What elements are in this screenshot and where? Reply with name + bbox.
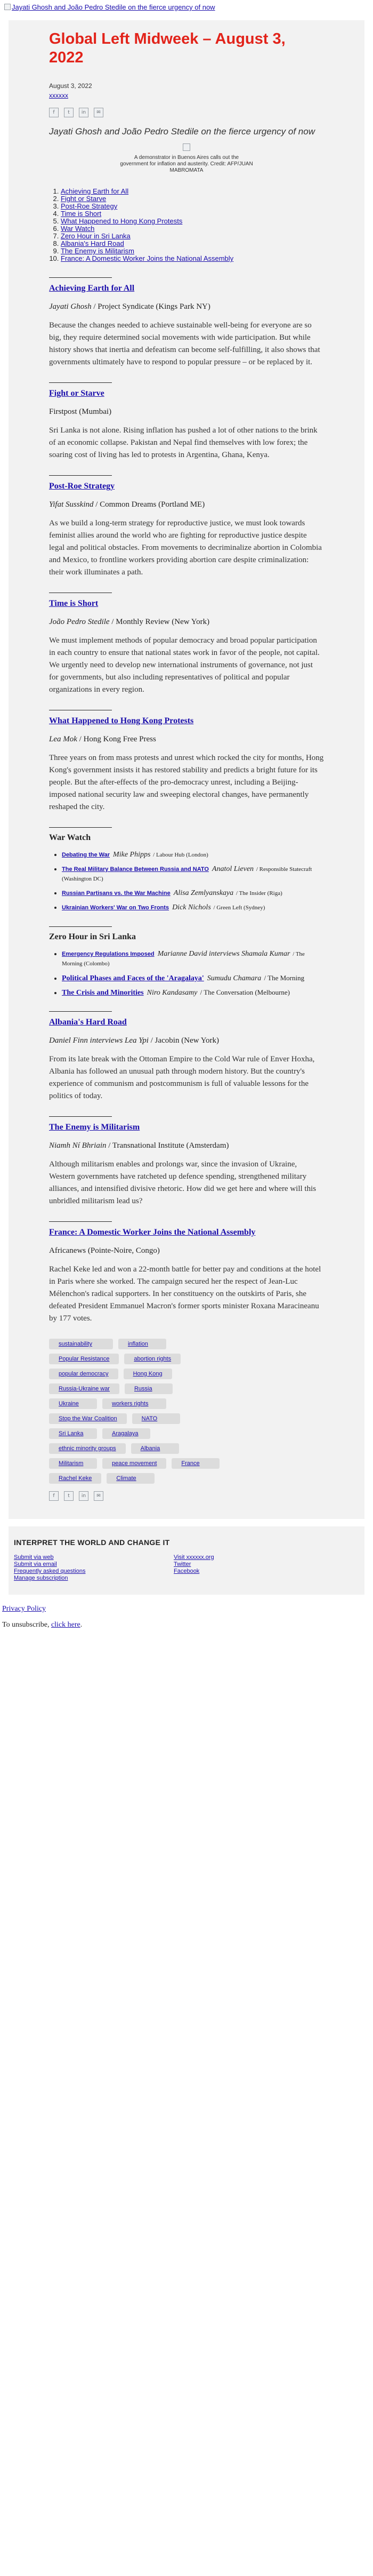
tag-button[interactable]: Hong Kong [124,1369,172,1379]
newsletter-body [9,20,364,1519]
footer-link[interactable]: Visit xxxxxx.org [174,1554,214,1561]
list-item [62,949,324,969]
article-title-roe[interactable]: Post-Roe Strategy [49,482,115,491]
section-divider [49,1221,112,1222]
toc-link[interactable]: Time is Short [61,210,102,218]
section-divider [49,475,112,476]
toc-item [61,210,324,218]
tag-button[interactable]: Popular Resistance [49,1354,119,1364]
article-summary: Sri Lanka is not alone. Rising inflation has pushed a lot of other nations to the brink of an economic collapse. Pakistan and Nepal find themselves with low forex; the soaring cost of living has led to protests in Argentina, Ghana, Kenya. [49,426,318,459]
toc-item [61,255,324,262]
toc-item [61,195,324,203]
article-byline [49,301,324,312]
toc-link[interactable]: Achieving Earth for All [61,187,129,195]
toc-link[interactable]: France: A Domestic Worker Joins the National Assembly [61,254,234,262]
list-item-source: / The Morning [262,974,305,982]
article-source: / Monthly Review (New York) [109,618,210,626]
list-item-source: / Responsible Statecraft (Washington DC) [62,866,312,882]
legal-footer [0,1595,373,1641]
article-author: Lea Mok [49,735,77,743]
list-item [62,903,324,913]
linkedin-icon[interactable]: in [79,108,88,117]
list-item [62,973,324,983]
tag-button[interactable]: Stop the War Coalition [49,1413,127,1424]
list-item-author: Dick Nichols [172,903,211,911]
list-item-author: Sumudu Chamara [207,974,262,982]
list-item-link[interactable]: The Real Military Balance Between Russia and NATO [62,866,209,873]
list-item-link[interactable]: Ukrainian Workers' War on Two Fronts [62,905,169,911]
list-item-author: Niro Kandasamy [147,989,198,997]
broken-image-icon [4,4,11,10]
section-divider [49,382,112,383]
twitter-icon[interactable]: t [64,108,74,117]
privacy-policy-link[interactable]: Privacy Policy [2,1605,46,1613]
article-author: Daniel Finn interviews Lea Ypi [49,1036,149,1045]
toc-link[interactable]: Albania's Hard Road [61,239,124,247]
section-heading-war-watch: War Watch [49,833,91,842]
list-item-link[interactable]: The Crisis and Minorities [62,989,144,997]
toc-link[interactable]: War Watch [61,225,95,233]
table-of-contents [49,188,324,262]
list-item-author: Anatol Lieven [212,865,254,873]
tag-button[interactable]: ethnic minority groups [49,1443,126,1454]
tag-button[interactable]: Sri Lanka [49,1428,97,1439]
list-item-author: Marianne David interviews Shamala Kumar [157,950,290,958]
share-row [49,108,324,117]
article-author: Jayati Ghosh [49,302,92,311]
unsubscribe-link[interactable]: click here [51,1621,80,1629]
tag-button[interactable]: workers rights [102,1398,166,1409]
tag-button[interactable]: Russia [125,1383,173,1394]
tag-button[interactable]: abortion rights [124,1354,181,1364]
article-title-albania[interactable]: Albania's Hard Road [49,1018,127,1027]
footer-title: INTERPRET THE WORLD AND CHANGE IT [14,1538,170,1547]
issue-link[interactable]: xxxxxx [49,92,68,99]
toc-item [61,188,324,195]
linkedin-icon[interactable]: in [79,1491,88,1501]
article-author: Niamh Ní Bhriain [49,1141,107,1150]
list-item-author: Mike Phipps [113,851,151,859]
footer-link[interactable]: Frequently asked questions [14,1568,86,1574]
tag-list [49,1339,225,1484]
bottom-share-row [49,1491,324,1501]
broken-image-icon [183,143,190,151]
article-summary: Rachel Keke led and won a 22-month battle for better pay and conditions at the hotel in Paris where she worked. The campaign secured her the respect of Jean-Luc Mélenchon's radical supporters. In her constituency on the outskirts of Paris, she defeated President Emmanuel Macron's former sports minister Roxana Maracineanu by 177 votes. [49,1265,321,1323]
toc-item [61,233,324,240]
article-author: Yifat Susskind [49,500,94,509]
article-byline [49,734,324,745]
issue-title: Global Left Midweek – August 3, 2022 [49,30,286,66]
footer [9,1526,364,1595]
list-item-source: / Green Left (Sydney) [212,905,265,911]
unsubscribe-text: To unsubscribe, [2,1621,51,1629]
article-summary: Because the changes needed to achieve sustainable well-being for everyone are so big, they require determined social movements with wide participation. But while history shows that inertia and defeatism can become self-fulfilling, it also shows that governments ultimately have to respond to popular pressure – or be replaced by it. [49,321,320,366]
toc-item [61,203,324,210]
figure-caption: A demonstrator in Buenos Aires calls out the government for inflation and austerity. Credit: AFP/JUAN MABROMATA [120,155,253,173]
tag-button[interactable]: Militarism [49,1458,97,1469]
lead-figure [49,143,324,174]
list-item [62,850,324,860]
article-source: / Transnational Institute (Amsterdam) [106,1141,229,1150]
footer-column-left [14,1554,174,1582]
article-title-earth[interactable]: Achieving Earth for All [49,284,135,293]
footer-link[interactable]: Submit via web [14,1554,54,1561]
facebook-icon[interactable]: f [49,108,59,117]
article-title-france[interactable]: France: A Domestic Worker Joins the National Assembly [49,1228,256,1237]
article-summary: Three years on from mass protests and unrest which rocked the city for months, Hong Kong's government insists it has restored stability and predicts a bright future for its people. But the after-effects of the pro-democracy unrest, including a Beijing-imposed national security law and sweeping electoral changes, have permanently reshaped the city. [49,754,324,811]
article-summary: We must implement methods of popular democracy and broad popular participation in each country to ensure that national states work in favor of the people, not capital. We urgently need to develop new international instruments of governance, not just for governments, but also including representatives of political and popular organizations in every region. [49,636,320,694]
article-source: Africanews (Pointe-Noire, Congo) [49,1246,160,1255]
article-title-starve[interactable]: Fight or Starve [49,389,104,398]
toc-link[interactable]: What Happened to Hong Kong Protests [61,217,183,225]
list-item [62,988,324,997]
unsubscribe-line [2,1619,371,1631]
tag-button[interactable]: Russia-Ukraine war [49,1383,119,1394]
toc-link[interactable]: Post-Roe Strategy [61,202,118,210]
toc-link[interactable]: Zero Hour in Sri Lanka [61,232,131,240]
article-source: / Jacobin (New York) [148,1036,220,1045]
email-icon[interactable]: ✉ [94,1491,103,1501]
tag-button[interactable]: NATO [132,1413,180,1424]
footer-columns [14,1554,359,1582]
tag-button[interactable]: popular democracy [49,1369,118,1379]
list-item-source: / The Insider (Riga) [234,890,282,897]
article-title-militarism[interactable]: The Enemy is Militarism [49,1123,140,1132]
tag-button[interactable]: sustainability [49,1339,113,1349]
section-divider [49,926,112,927]
section-heading-sri-lanka: Zero Hour in Sri Lanka [49,932,136,941]
article-summary: As we build a long-term strategy for reproductive justice, we must look towards feminist allies around the world who are fighting for reproductive justice despite legal and political obstacles. From movements to decriminalize abortion in Colombia and Mexico, to frontline workers providing abortion care despite criminalization: their work illuminates a path. [49,519,322,577]
toc-item [61,247,324,255]
toc-item [61,240,324,247]
footer-link[interactable]: Manage subscription [14,1575,68,1581]
article-title-hongkong[interactable]: What Happened to Hong Kong Protests [49,716,194,725]
list-item-author: Alisa Zemlyanskaya [173,889,234,897]
hero-image-alt: Jayati Ghosh and João Pedro Stedile on the fierce urgency of now [12,3,215,11]
section-divider [49,827,112,828]
tag-button[interactable]: inflation [118,1339,166,1349]
toc-item [61,218,324,225]
list-item-link[interactable]: Russian Partisans vs. the War Machine [62,890,171,897]
article-byline [49,1035,324,1046]
list-item-source: / Labour Hub (London) [151,852,208,858]
tag-button[interactable]: peace movement [102,1458,166,1469]
tag-button[interactable]: Ukraine [49,1398,97,1409]
toc-item [61,225,324,233]
list-item-link[interactable]: Emergency Regulations Imposed [62,951,155,957]
article-source: Firstpost (Mumbai) [49,407,112,416]
war-watch-list [49,850,324,913]
article-summary: From its late break with the Ottoman Empire to the Cold War rule of Enver Hoxha, Albania has followed an unusual path through modern history. But the country's experience of communism and postcommunism is full of valuable lessons for the politics of today. [49,1055,315,1100]
list-item [62,865,324,884]
list-item [62,889,324,898]
article-author: João Pedro Stedile [49,618,110,626]
list-item-link[interactable]: Political Phases and Faces of the 'Aragalaya' [62,974,204,982]
facebook-icon[interactable]: f [49,1491,59,1501]
email-icon[interactable]: ✉ [94,108,103,117]
list-item-source: / The Conversation (Melbourne) [198,988,290,996]
list-item-source: / The Morning (Colombo) [62,951,305,967]
tag-button[interactable]: France [172,1458,220,1469]
toc-link[interactable]: The Enemy is Militarism [61,247,134,255]
section-divider [49,277,112,278]
article-byline [49,1140,324,1151]
toc-link[interactable]: Fight or Starve [61,195,107,203]
article-byline [49,617,324,627]
list-item-link[interactable]: Debating the War [62,852,110,858]
tag-button[interactable]: Aragalaya [102,1428,150,1439]
article-source: / Common Dreams (Portland ME) [93,500,205,509]
issue-subtitle: Jayati Ghosh and João Pedro Stedile on the fierce urgency of now [49,126,315,137]
tag-button[interactable]: Albania [131,1443,179,1454]
article-byline [49,499,324,510]
footer-column-right [174,1554,334,1582]
article-summary: Although militarism enables and prolongs war, since the invasion of Ukraine, Western governments have ratcheted up defence spending, strengthened military alliances, and intensified divisive rhetoric. How did we get here and where will this unbridled militarism lead us? [49,1160,317,1205]
hero-image-link[interactable] [0,0,373,17]
issue-date: August 3, 2022 [49,82,92,90]
section-divider [49,1011,112,1012]
article-title-time[interactable]: Time is Short [49,599,99,608]
twitter-icon[interactable]: t [64,1491,74,1501]
tag-button[interactable]: Climate [107,1473,155,1484]
footer-link[interactable]: Twitter [174,1561,191,1567]
unsubscribe-suffix: . [80,1621,83,1629]
article-source: / Hong Kong Free Press [77,735,156,743]
footer-link[interactable]: Facebook [174,1568,200,1574]
section-divider [49,1116,112,1117]
footer-link[interactable]: Submit via email [14,1561,57,1567]
article-source: / Project Syndicate (Kings Park NY) [91,302,210,311]
tag-button[interactable]: Rachel Keke [49,1473,101,1484]
sri-lanka-list [49,949,324,997]
